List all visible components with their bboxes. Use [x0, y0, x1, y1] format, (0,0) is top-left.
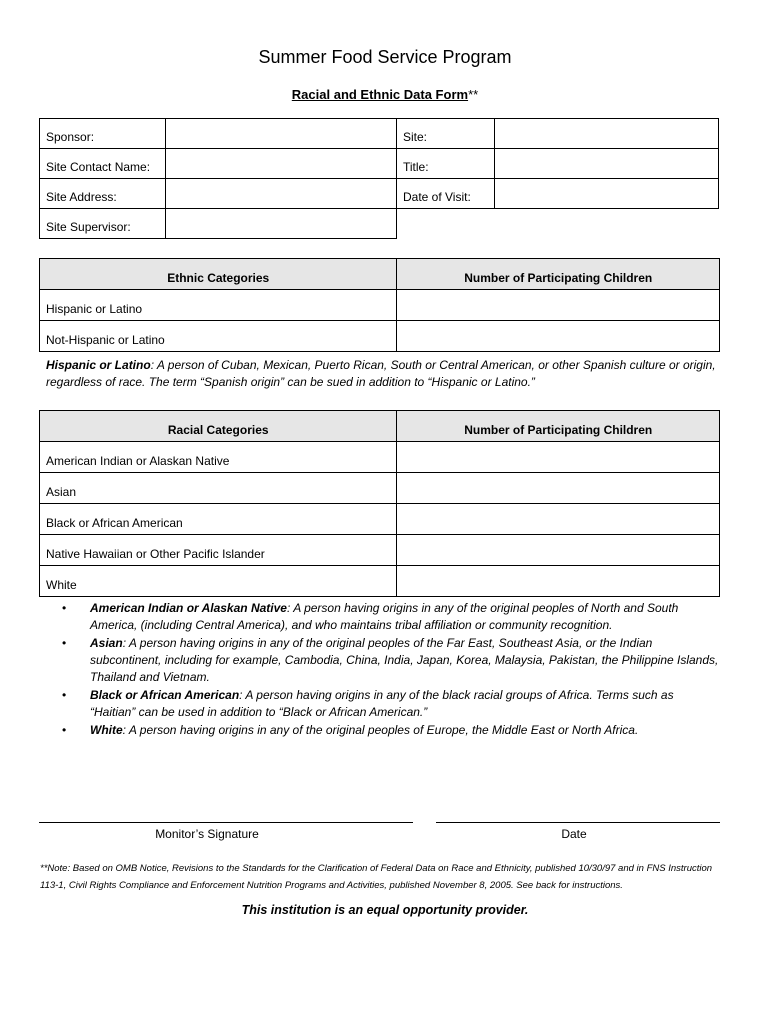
definition-term: White — [90, 723, 123, 737]
hispanic-definition-term: Hispanic or Latino — [46, 358, 151, 372]
ethnic-header-count: Number of Participating Children — [397, 259, 720, 290]
site-contact-label: Site Contact Name: — [40, 149, 166, 179]
racial-count-native-hawaiian[interactable] — [397, 535, 720, 566]
definition-text: : A person having origins in any of the black racial groups of Africa. Terms such as “Haitian” can be used in addition to “Black or African American.” — [90, 688, 674, 719]
monitor-signature-line[interactable] — [39, 822, 413, 823]
form-subtitle-text: Racial and Ethnic Data Form — [291, 87, 469, 102]
definition-item — [62, 722, 722, 739]
title-field[interactable] — [495, 149, 719, 179]
ethnic-table — [39, 258, 720, 352]
racial-row-white: White — [40, 566, 397, 597]
racial-row-asian: Asian — [40, 473, 397, 504]
empty-cell — [397, 209, 719, 239]
definition-item — [62, 687, 722, 721]
form-title: Summer Food Service Program — [258, 47, 512, 67]
racial-row-black: Black or African American — [40, 504, 397, 535]
date-line[interactable] — [436, 822, 720, 823]
bullet-icon: • — [62, 636, 67, 650]
sponsor-field[interactable] — [166, 119, 397, 149]
site-label: Site: — [397, 119, 495, 149]
hispanic-definition — [46, 357, 726, 391]
racial-header-categories: Racial Categories — [40, 411, 397, 442]
footnote: **Note: Based on OMB Notice, Revisions to the Standards for the Clarification of Federal Data on Race and Ethnicity, published 10/30/97 and in FNS Instruction 113-1, Civil Rights Compliance and Enforcement Nutrition Programs and Activities, published November 8, 2005. See back for instructions. — [40, 863, 713, 891]
racial-count-asian[interactable] — [397, 473, 720, 504]
bullet-icon: • — [62, 723, 67, 737]
racial-row-american-indian: American Indian or Alaskan Native — [40, 442, 397, 473]
racial-count-black[interactable] — [397, 504, 720, 535]
racial-count-american-indian[interactable] — [397, 442, 720, 473]
date-of-visit-field[interactable] — [495, 179, 719, 209]
date-of-visit-label: Date of Visit: — [397, 179, 495, 209]
racial-header-count: Number of Participating Children — [397, 411, 720, 442]
hispanic-definition-text: : A person of Cuban, Mexican, Puerto Rican, South or Central American, or other Spanish culture or origin, regardless of race. The term “Spanish origin” can be sued in addition to “Hispanic or Latino.” — [46, 358, 716, 389]
ethnic-count-hispanic[interactable] — [397, 290, 720, 321]
definition-text: : A person having origins in any of the original peoples of the Far East, Southeast Asia, or the Indian subcontinent, including for example, Cambodia, China, India, Japan, Korea, Malaysia, Pakistan, the Philippine Islands, Thailand and Vietnam. — [90, 636, 719, 684]
form-subtitle-suffix: ** — [468, 87, 479, 102]
definition-item — [62, 635, 722, 686]
bullet-icon: • — [62, 601, 67, 615]
site-address-field[interactable] — [166, 179, 397, 209]
definition-text: : A person having origins in any of the original peoples of Europe, the Middle East or North Africa. — [122, 723, 639, 737]
site-supervisor-field[interactable] — [166, 209, 397, 239]
race-definitions-list — [62, 600, 722, 740]
bullet-icon: • — [62, 688, 67, 702]
site-address-label: Site Address: — [40, 179, 166, 209]
equal-opportunity-statement: This institution is an equal opportunity provider. — [241, 903, 529, 917]
ethnic-row-hispanic: Hispanic or Latino — [40, 290, 397, 321]
site-contact-field[interactable] — [166, 149, 397, 179]
racial-row-native-hawaiian: Native Hawaiian or Other Pacific Islander — [40, 535, 397, 566]
definition-text: : A person having origins in any of the original peoples of North and South America, (including Central America), and who maintains tribal affiliation or community recognition. — [90, 601, 679, 632]
sponsor-label: Sponsor: — [40, 119, 166, 149]
ethnic-header-categories: Ethnic Categories — [40, 259, 397, 290]
racial-count-white[interactable] — [397, 566, 720, 597]
site-info-table — [39, 118, 719, 239]
title-label: Title: — [397, 149, 495, 179]
ethnic-count-not-hispanic[interactable] — [397, 321, 720, 352]
definition-item — [62, 600, 722, 634]
site-supervisor-label: Site Supervisor: — [40, 209, 166, 239]
site-field[interactable] — [495, 119, 719, 149]
racial-table — [39, 410, 720, 597]
definition-term: Asian — [90, 636, 123, 650]
form-subtitle — [0, 87, 770, 102]
definition-term: Black or African American — [90, 688, 240, 702]
date-label: Date — [561, 827, 587, 841]
monitor-signature-label: Monitor’s Signature — [155, 827, 259, 841]
ethnic-row-not-hispanic: Not-Hispanic or Latino — [40, 321, 397, 352]
definition-term: American Indian or Alaskan Native — [90, 601, 287, 615]
